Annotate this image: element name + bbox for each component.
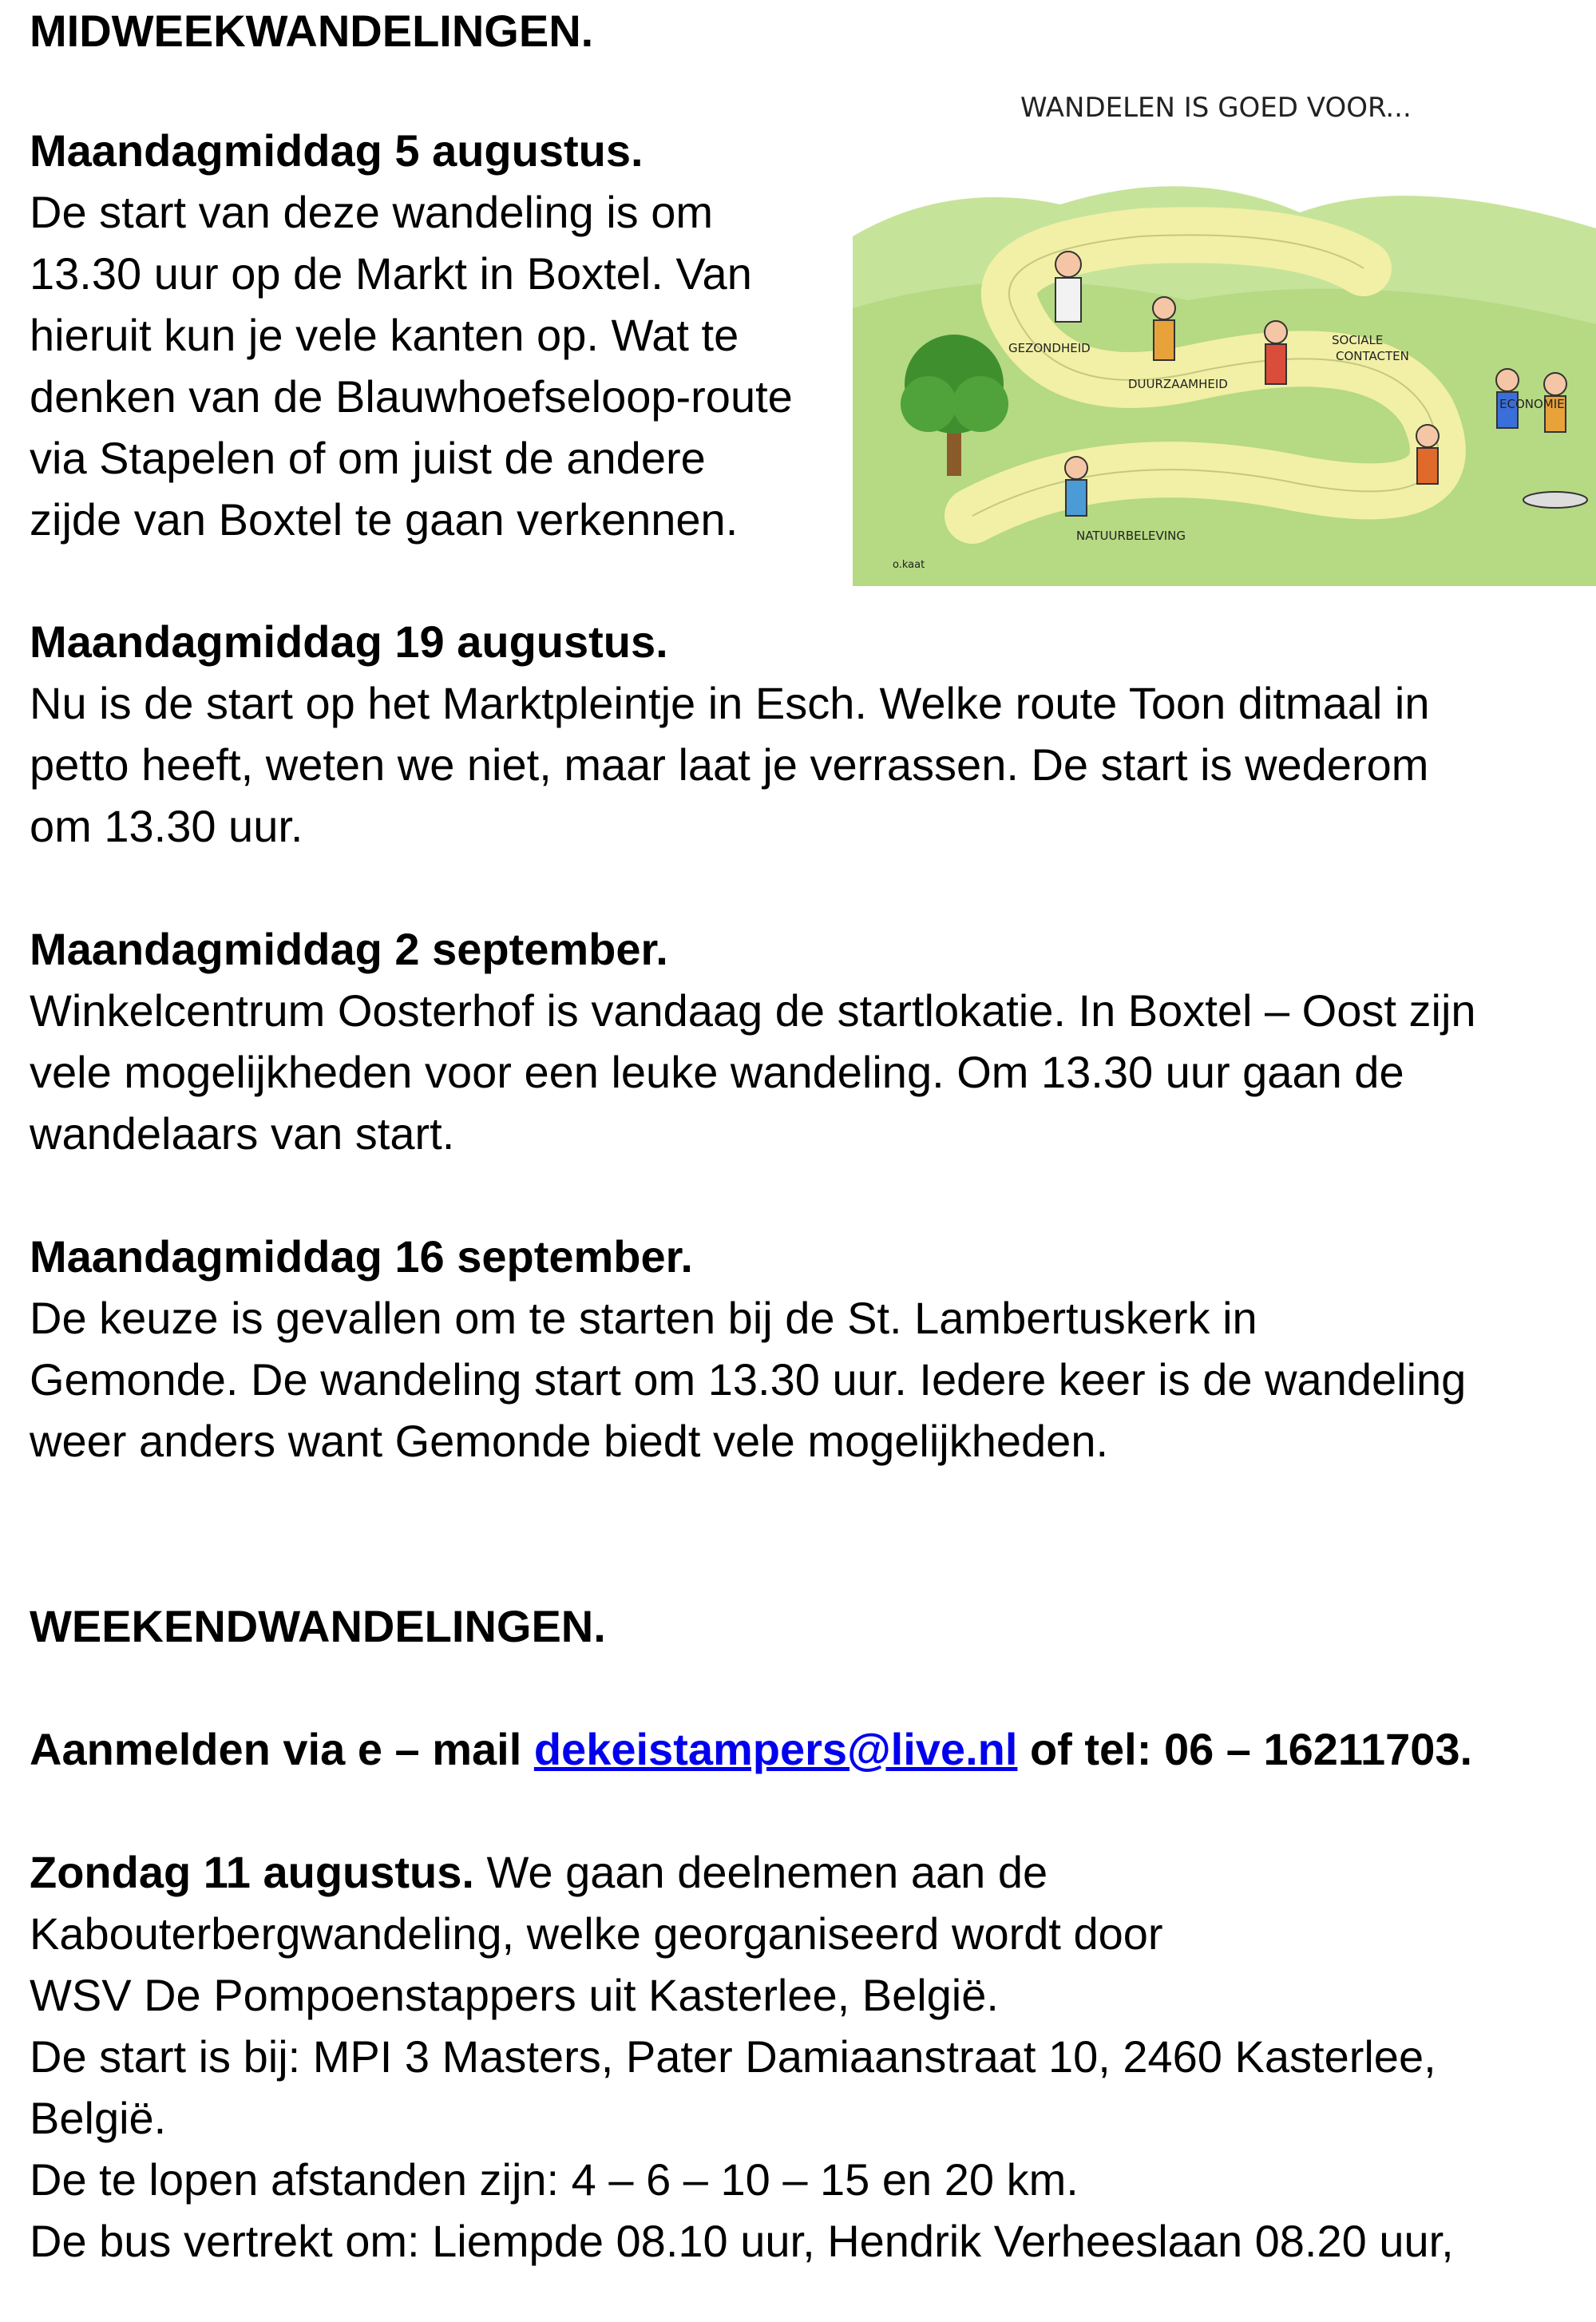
walk-title-19-aug: Maandagmiddag 19 augustus.: [30, 616, 668, 667]
illustration-title: WANDELEN IS GOED VOOR...: [1020, 92, 1412, 124]
label-sociale: SOCIALE: [1332, 333, 1384, 347]
label-duurzaamheid: DUURZAAMHEID: [1128, 377, 1228, 391]
weekend-heading: WEEKENDWANDELINGEN.: [30, 1601, 606, 1651]
walk-title-2-sep: Maandagmiddag 2 september.: [30, 924, 668, 974]
midweek-heading: MIDWEEKWANDELINGEN.: [30, 6, 594, 56]
label-gezondheid: GEZONDHEID: [1008, 341, 1091, 355]
label-natuurbeleving: NATUURBELEVING: [1076, 529, 1186, 543]
walk-text-line: De keuze is gevallen om te starten bij de St. Lambertuskerk in: [30, 1293, 1257, 1343]
walk-text-line: De bus vertrekt om: Liempde 08.10 uur, Hendrik Verheeslaan 08.20 uur,: [30, 2216, 1454, 2266]
walk-text-line: 13.30 uur op de Markt in Boxtel. Van: [30, 248, 752, 299]
walk-text-line: weer anders want Gemonde biedt vele mogelijkheden.: [30, 1416, 1109, 1466]
walk-text-inline: We gaan deelnemen aan de: [473, 1847, 1048, 1897]
walk-text-line: vele mogelijkheden voor een leuke wandeling. Om 13.30 uur gaan de: [30, 1047, 1404, 1097]
signup-line: [30, 1718, 1472, 1780]
walking-benefits-illustration: [853, 69, 1596, 586]
walk-text-line: België.: [30, 2093, 167, 2143]
email-link[interactable]: dekeistampers@live.nl: [533, 1724, 1018, 1774]
walk-title-11-aug: Zondag 11 augustus.: [30, 1847, 474, 1897]
walk-text-line: De te lopen afstanden zijn: 4 – 6 – 10 – 15 en 20 km.: [30, 2154, 1079, 2205]
walk-text-line: Gemonde. De wandeling start om 13.30 uur. Iedere keer is de wandeling: [30, 1354, 1467, 1405]
signup-prefix: Aanmelden via e – mail: [30, 1724, 534, 1774]
walk-title-16-sep: Maandagmiddag 16 september.: [30, 1231, 693, 1282]
walk-text-line: om 13.30 uur.: [30, 801, 303, 851]
walk-text-line: via Stapelen of om juist de andere: [30, 433, 706, 483]
walk-text-line: petto heeft, weten we niet, maar laat je verrassen. De start is wederom: [30, 739, 1429, 790]
walk-text-line: hieruit kun je vele kanten op. Wat te: [30, 310, 739, 360]
signup-suffix: of tel: 06 – 16211703.: [1017, 1724, 1473, 1774]
walk-text-line: De start van deze wandeling is om: [30, 187, 713, 237]
weekend-walk-first-line: [30, 1841, 1047, 1903]
walk-text-line: Winkelcentrum Oosterhof is vandaag de startlokatie. In Boxtel – Oost zijn: [30, 985, 1476, 1036]
walk-text-line: Kabouterbergwandeling, welke georganiseerd wordt door: [30, 1908, 1163, 1959]
label-contacten: CONTACTEN: [1336, 349, 1409, 363]
illustration-signature: o.kaat: [893, 559, 925, 571]
walk-title-5-aug: Maandagmiddag 5 augustus.: [30, 125, 644, 176]
label-economie: ECONOMIE: [1499, 397, 1565, 411]
walk-text-line: WSV De Pompoenstappers uit Kasterlee, België.: [30, 1970, 999, 2020]
walk-text-line: wandelaars van start.: [30, 1108, 455, 1159]
walk-text-line: zijde van Boxtel te gaan verkennen.: [30, 494, 739, 545]
walk-text-line: denken van de Blauwhoefseloop-route: [30, 371, 793, 422]
walk-text-line: Nu is de start op het Marktpleintje in Esch. Welke route Toon ditmaal in: [30, 678, 1430, 728]
walk-text-line: De start is bij: MPI 3 Masters, Pater Damiaanstraat 10, 2460 Kasterlee,: [30, 2031, 1436, 2082]
